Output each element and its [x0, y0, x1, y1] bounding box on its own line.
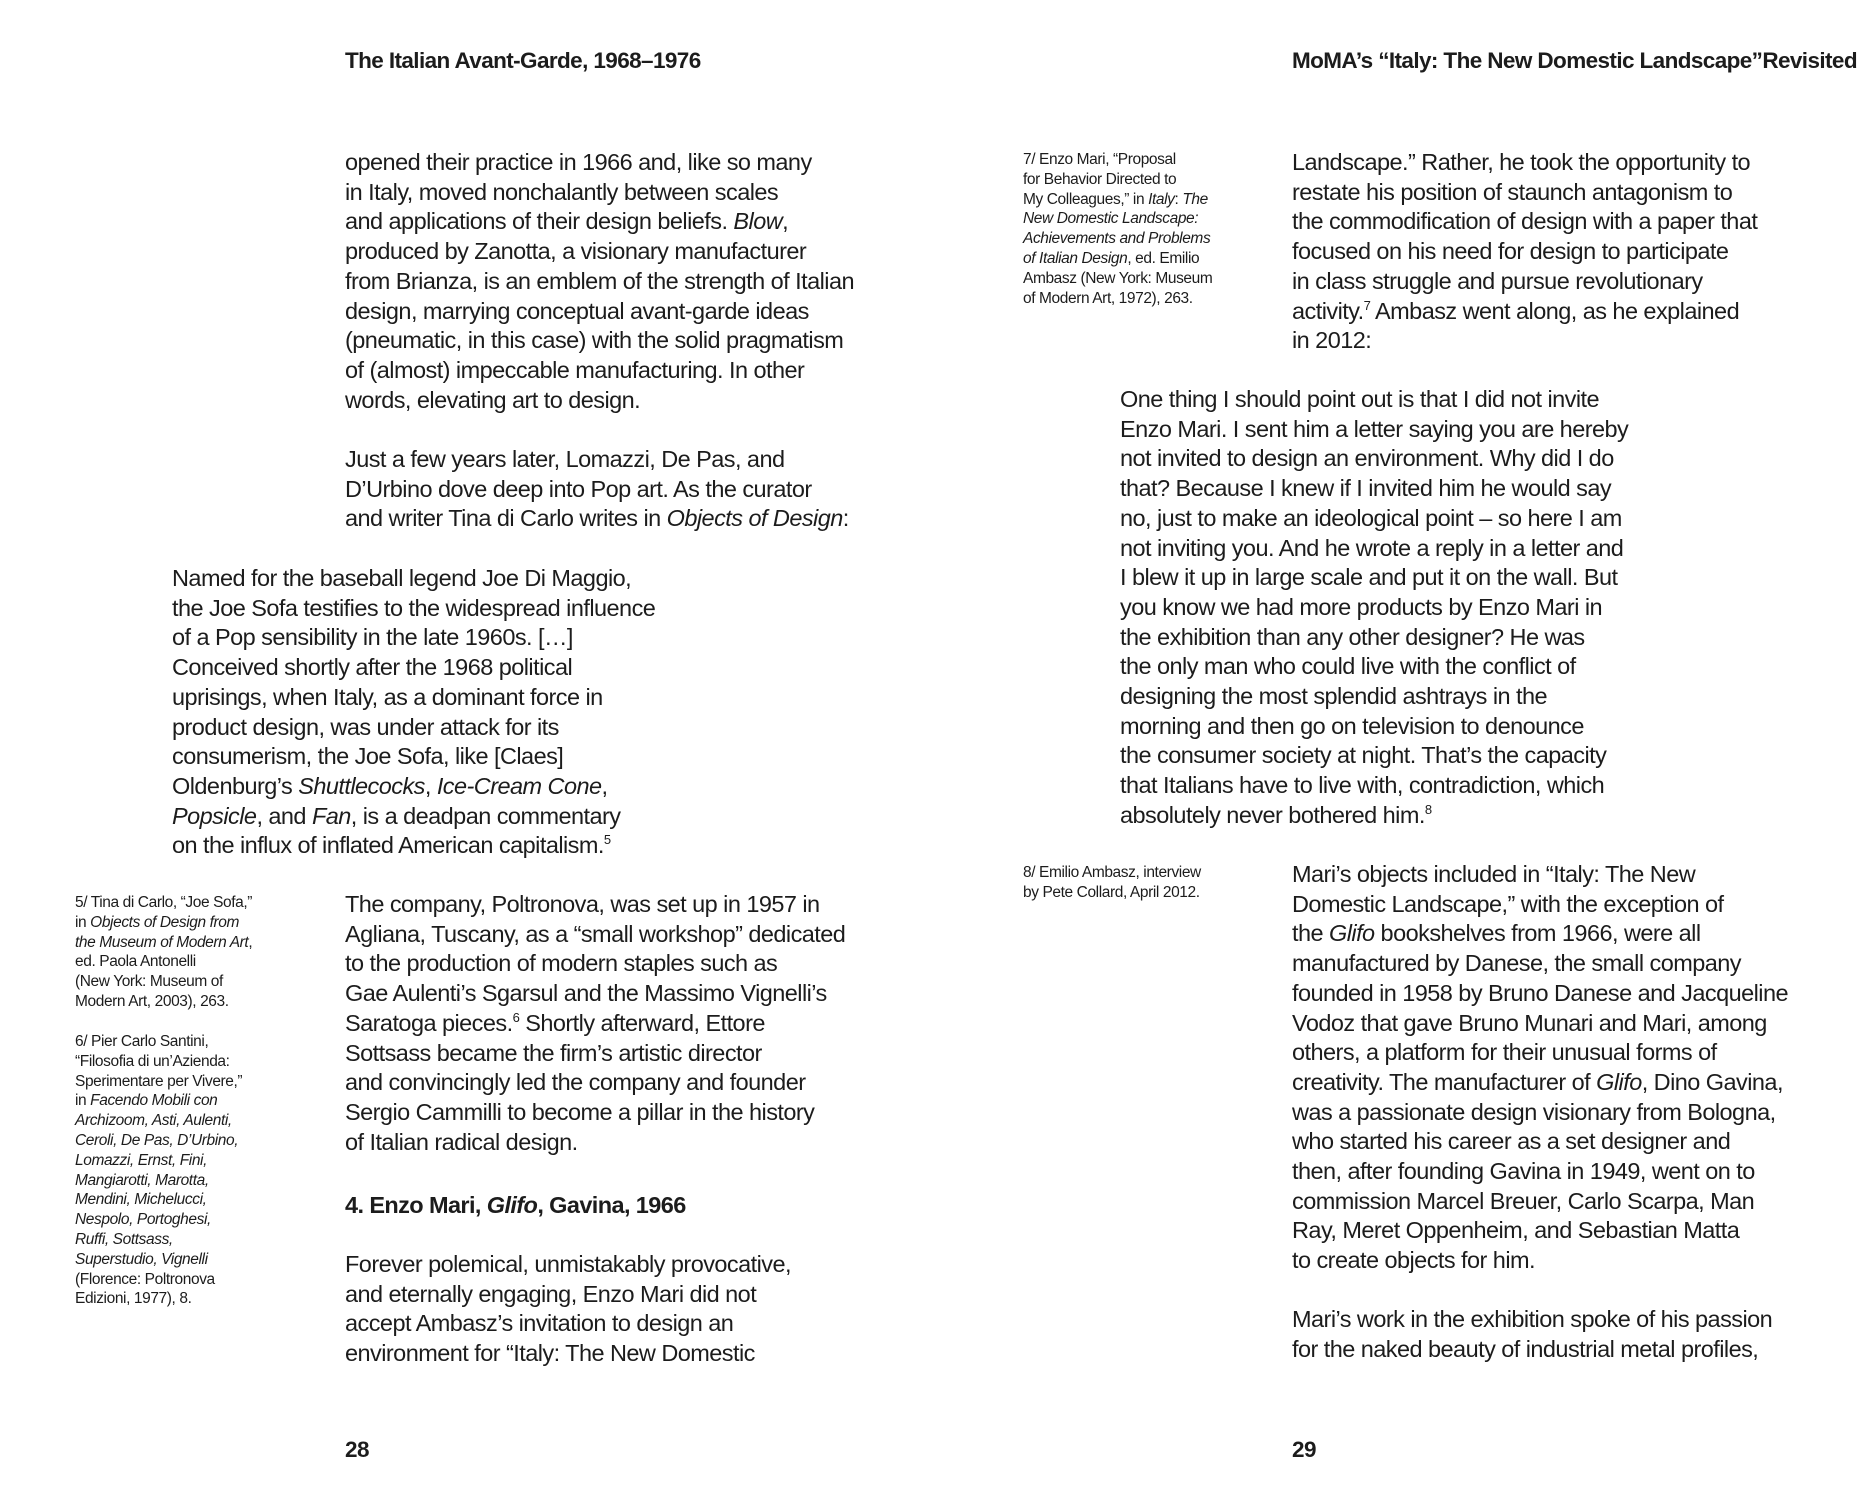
text-line: from Brianza, is an emblem of the strength of Italian	[345, 267, 854, 294]
text-line: on the influx of inflated American capitalism.$^5$	[172, 832, 611, 859]
text-line: the only man who could live with the conflict of	[1120, 653, 1576, 680]
text-line: by Pete Collard, April 2012.	[1023, 883, 1200, 901]
text-line: and convincingly led the company and founder	[345, 1069, 806, 1096]
text-line: Archizoom, Asti, Aulenti,	[75, 1112, 232, 1130]
text-line: One thing I should point out is that I did not invite	[1120, 386, 1600, 412]
body-paragraph	[1292, 148, 1757, 356]
text-line: D’Urbino dove deep into Pop art. As the curator	[345, 475, 812, 502]
running-header-right	[1292, 46, 1857, 76]
text-line: Named for the baseball legend Joe Di Maggio,	[172, 565, 632, 591]
text-line: founded in 1958 by Bruno Danese and Jacqueline	[1292, 979, 1789, 1006]
text-line: focused on his need for design to participate	[1292, 238, 1729, 265]
text-line: ed. Paola Antonelli	[75, 953, 196, 971]
text-line: Ray, Meret Oppenheim, and Sebastian Matta	[1292, 1217, 1740, 1244]
text-line: Ambasz (New York: Museum	[1023, 269, 1213, 287]
text-line: Revisited	[1762, 48, 1857, 73]
text-line: “Filosofia di un’Azienda:	[75, 1052, 230, 1070]
footnote-5	[75, 893, 252, 1012]
text-line: who started his career as a set designer and	[1292, 1128, 1731, 1155]
text-line: Conceived shortly after the 1968 political	[172, 654, 573, 681]
text-line: the Glifo bookshelves from 1966, were all	[1292, 920, 1701, 947]
text-line: Just a few years later, Lomazzi, De Pas, and	[345, 446, 785, 472]
text-line: commission Marcel Breuer, Carlo Scarpa, Man	[1292, 1187, 1755, 1214]
text-line: then, after founding Gavina in 1949, went on to	[1292, 1158, 1755, 1185]
text-line: restate his position of staunch antagonism to	[1292, 178, 1733, 205]
text-line: design, marrying conceptual avant-garde ideas	[345, 297, 809, 324]
text-line: Mangiarotti, Marotta,	[75, 1171, 209, 1189]
text-line: was a passionate design visionary from Bologna,	[1292, 1098, 1776, 1125]
text-line: to create objects for him.	[1292, 1247, 1536, 1274]
text-line: of (almost) impeccable manufacturing. In other	[345, 356, 805, 383]
text-line: (pneumatic, in this case) with the solid pragmatism	[345, 327, 844, 354]
block-quote	[1120, 385, 1628, 831]
body-paragraph	[345, 890, 845, 1157]
text-line: 8/ Emilio Ambasz, interview	[1023, 864, 1201, 881]
text-line: product design, was under attack for its	[172, 713, 559, 740]
section-subheading	[345, 1190, 686, 1220]
text-line: of Italian radical design.	[345, 1128, 578, 1155]
text-line: Popsicle, and Fan, is a deadpan commentary	[172, 802, 621, 829]
text-line: in 2012:	[1292, 327, 1372, 354]
text-line: in class struggle and pursue revolutionary	[1292, 267, 1703, 294]
text-line: of Modern Art, 1972), 263.	[1023, 289, 1193, 307]
text-line: MoMA’s “Italy: The New Domestic Landscape”	[1292, 48, 1763, 73]
text-line: Ruffi, Sottsass,	[75, 1230, 173, 1248]
text-line: Oldenburg’s Shuttlecocks, Ice-Cream Cone,	[172, 772, 608, 799]
text-line: to the production of modern staples such as	[345, 950, 778, 977]
body-paragraph	[345, 445, 849, 534]
text-line: and applications of their design beliefs. Blow,	[345, 208, 789, 235]
text-line: in Facendo Mobili con	[75, 1092, 218, 1110]
text-line: activity.$^7$ Ambasz went along, as he explained	[1292, 297, 1740, 324]
text-line: manufactured by Danese, the small company	[1292, 950, 1741, 977]
text-line: New Domestic Landscape:	[1023, 210, 1199, 228]
text-line: for Behavior Directed to	[1023, 170, 1177, 188]
text-line: Forever polemical, unmistakably provocative,	[345, 1251, 791, 1277]
text-line: Landscape.” Rather, he took the opportunity to	[1292, 149, 1751, 175]
body-paragraph	[1292, 1305, 1772, 1364]
footnote-marker: 8	[1424, 801, 1432, 817]
text-line: Saratoga pieces.$^6$ Shortly afterward, Ettore	[345, 1009, 765, 1036]
text-line: not inviting you. And he wrote a reply in a letter and	[1120, 534, 1624, 561]
text-line: environment for “Italy: The New Domestic	[345, 1340, 755, 1367]
text-line: the Joe Sofa testifies to the widespread influence	[172, 594, 656, 621]
text-line: consumerism, the Joe Sofa, like [Claes]	[172, 743, 564, 770]
text-line: Edizioni, 1977), 8.	[75, 1290, 192, 1308]
text-line: 7/ Enzo Mari, “Proposal	[1023, 151, 1176, 168]
footnote-marker: 7	[1363, 297, 1371, 313]
text-line: Gae Aulenti’s Sgarsul and the Massimo Vignelli’s	[345, 980, 827, 1007]
text-line: 5/ Tina di Carlo, “Joe Sofa,”	[75, 894, 253, 911]
body-paragraph	[345, 1250, 791, 1369]
body-paragraph	[345, 148, 854, 415]
text-line: that Italians have to live with, contradiction, which	[1120, 772, 1605, 799]
text-line: (New York: Museum of	[75, 973, 223, 991]
text-line: for the naked beauty of industrial metal profiles,	[1292, 1335, 1759, 1362]
text-line: opened their practice in 1966 and, like so many	[345, 149, 812, 175]
text-line: Lomazzi, Ernst, Fini,	[75, 1151, 208, 1169]
text-line: accept Ambasz’s invitation to design an	[345, 1310, 734, 1337]
text-line: the consumer society at night. That’s the capacity	[1120, 742, 1607, 769]
text-line: in Objects of Design from	[75, 913, 240, 931]
text-line: Achievements and Problems	[1023, 230, 1211, 248]
text-line: not invited to design an environment. Why did I do	[1120, 445, 1614, 472]
text-line: that? Because I knew if I invited him he would say	[1120, 475, 1612, 502]
text-line: Enzo Mari. I sent him a letter saying you are hereby	[1120, 415, 1629, 442]
text-line: Superstudio, Vignelli	[75, 1250, 208, 1268]
text-line: Vodoz that gave Bruno Munari and Mari, among	[1292, 1009, 1767, 1036]
text-line: of a Pop sensibility in the late 1960s. […]	[172, 624, 573, 651]
footnote-6	[75, 1032, 242, 1309]
text-line: in Italy, moved nonchalantly between scales	[345, 178, 779, 205]
text-line: no, just to make an ideological point – so here I am	[1120, 504, 1622, 531]
text-line: Mari’s work in the exhibition spoke of his passion	[1292, 1306, 1773, 1332]
text-line: the Museum of Modern Art,	[75, 933, 253, 951]
text-line: absolutely never bothered him.$^8$	[1120, 801, 1432, 828]
text-line: of Italian Design, ed. Emilio	[1023, 249, 1200, 267]
text-line: you know we had more products by Enzo Mari in	[1120, 593, 1603, 620]
block-quote	[172, 564, 655, 861]
text-line: Modern Art, 2003), 263.	[75, 992, 229, 1010]
text-line: Domestic Landscape,” with the exception of	[1292, 890, 1724, 917]
text-line: words, elevating art to design.	[345, 386, 641, 413]
text-line: Sergio Cammilli to become a pillar in the history	[345, 1098, 815, 1125]
text-line: Agliana, Tuscany, as a “small workshop” dedicated	[345, 920, 846, 947]
body-paragraph	[1292, 860, 1788, 1276]
text-line: 6/ Pier Carlo Santini,	[75, 1033, 209, 1050]
text-line: and eternally engaging, Enzo Mari did not	[345, 1280, 757, 1307]
text-line: Sottsass became the firm’s artistic director	[345, 1039, 762, 1066]
text-line: uprisings, when Italy, as a dominant force in	[172, 683, 603, 710]
footnote-marker: 6	[512, 1009, 520, 1025]
footnote-8	[1023, 863, 1201, 903]
footnote-marker: 5	[603, 832, 611, 848]
text-line: The company, Poltronova, was set up in 1957 in	[345, 891, 820, 917]
text-line: morning and then go on television to denounce	[1120, 712, 1584, 739]
page-number-right: 29	[1292, 1437, 1317, 1462]
text-line: and writer Tina di Carlo writes in Objects of Design:	[345, 505, 849, 532]
footnote-7	[1023, 150, 1212, 308]
text-line: Ceroli, De Pas, D’Urbino,	[75, 1131, 239, 1149]
text-line: 4. Enzo Mari, Glifo, Gavina, 1966	[345, 1192, 686, 1218]
page-number-left: 28	[345, 1437, 370, 1462]
text-line: My Colleagues,” in Italy: The	[1023, 190, 1208, 208]
running-header-left: The Italian Avant-Garde, 1968–1976	[345, 48, 701, 73]
text-line: Nespolo, Portoghesi,	[75, 1211, 211, 1229]
text-line: creativity. The manufacturer of Glifo, Dino Gavina,	[1292, 1068, 1783, 1095]
text-line: others, a platform for their unusual forms of	[1292, 1039, 1717, 1066]
text-line: Mendini, Michelucci,	[75, 1191, 207, 1209]
text-line: I blew it up in large scale and put it on the wall. But	[1120, 564, 1618, 591]
text-line: the exhibition than any other designer? He was	[1120, 623, 1585, 650]
text-line: Sperimentare per Vivere,”	[75, 1072, 243, 1090]
text-line: Mari’s objects included in “Italy: The New	[1292, 861, 1696, 887]
text-line: (Florence: Poltronova	[75, 1270, 215, 1288]
text-line: produced by Zanotta, a visionary manufacturer	[345, 238, 807, 265]
text-line: designing the most splendid ashtrays in the	[1120, 683, 1548, 710]
text-line: the commodification of design with a paper that	[1292, 208, 1758, 235]
